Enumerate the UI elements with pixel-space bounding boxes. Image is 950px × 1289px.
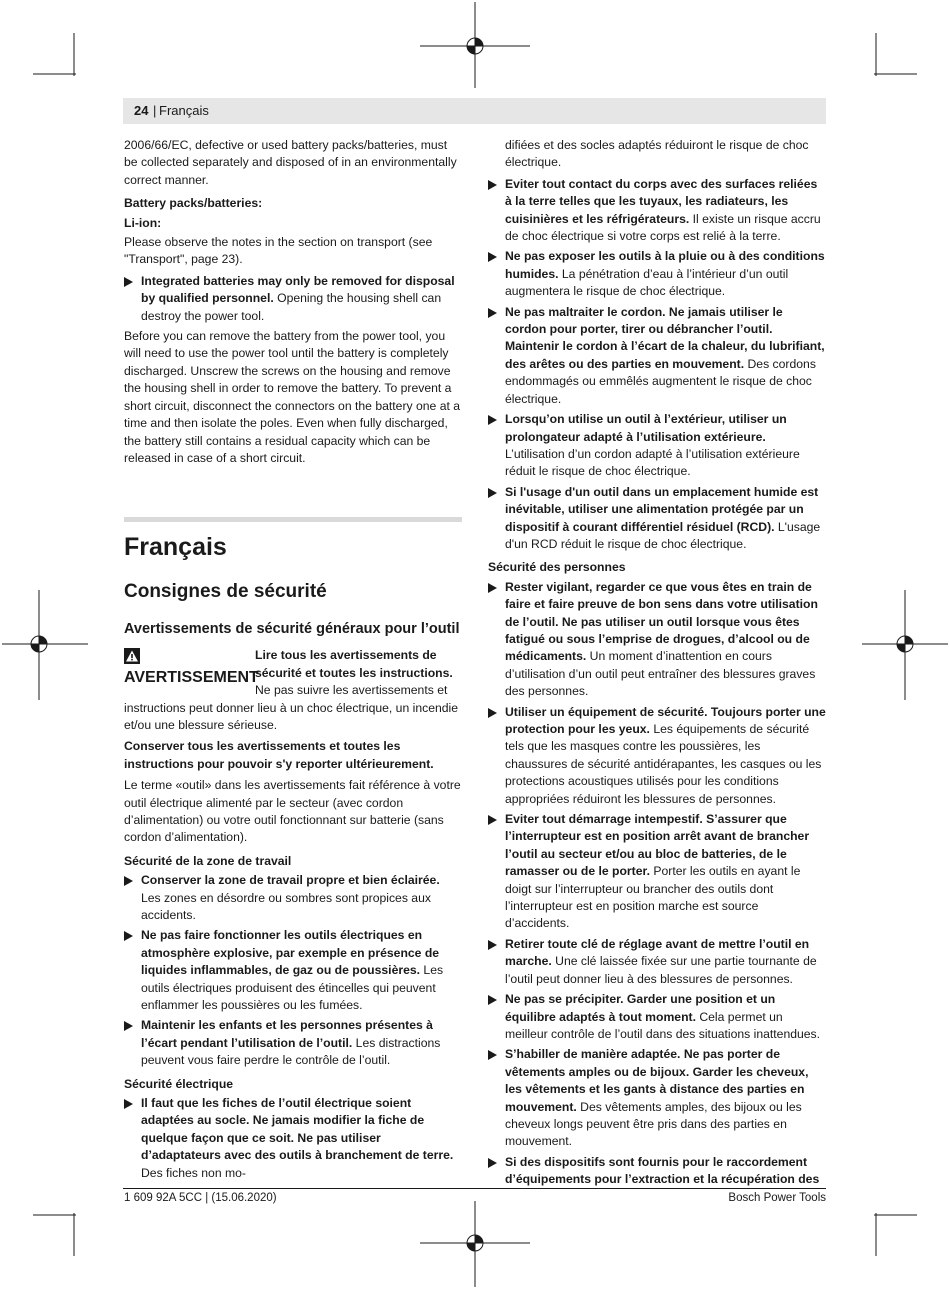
- bullet-arrow-icon: [488, 415, 497, 425]
- bullet-arrow-icon: [488, 308, 497, 318]
- list-item: Maintenir les enfants et les personnes présentes à l’écart pendant l’utilisation de l’outil. Les distractions peuvent vous faire perdre le contrôle de l’outil.: [124, 1017, 462, 1069]
- warning-bold-text: Lire tous les avertissements de sécurité et toutes les instructions.: [255, 648, 453, 680]
- left-column: [124, 137, 462, 1185]
- list-item: Eviter tout contact du corps avec des surfaces reliées à la terre telles que les tuyaux, les radiateurs, les cuisinières et les réfrigérateurs. Il existe un risque accru de choc électrique si votre corps est relié à la terre.: [488, 176, 826, 246]
- list-item: Lorsqu’on utilise un outil à l’extérieur, utiliser un prolongateur adapté à l’utilisation extérieure. L’utilisation d’un cordon adapté à l’utilisation extérieure réduit le risque de choc électrique.: [488, 411, 826, 481]
- list-item: Ne pas exposer les outils à la pluie ou à des conditions humides. La pénétration d’eau à l’intérieur d’un outil augmentera le risque de choc électrique.: [488, 248, 826, 300]
- right-column: [488, 137, 826, 1192]
- warning-text: Ne pas suivre les avertissements et instructions peut donner lieu à un choc électrique, un incendie et/ou une blessure sérieuse.: [124, 683, 459, 732]
- warning-triangle-icon: [124, 648, 140, 664]
- bullet-arrow-icon: [488, 708, 497, 718]
- page-header: [123, 98, 826, 124]
- list-item: Retirer toute clé de réglage avant de mettre l’outil en marche. Une clé laissée fixée sur une partie tournante de l’outil peut donner lieu à des blessures de personnes.: [488, 936, 826, 988]
- bullet-arrow-icon: [488, 815, 497, 825]
- list-item: Utiliser un équipement de sécurité. Toujours porter une protection pour les yeux. Les équipements de sécurité tels que les masques contre les poussières, les chaussures de sécurité antidérapantes, les casques ou les protections acoustiques utilisés pour les conditions appropriées réduiront les blessures de personnes.: [488, 704, 826, 808]
- battery-heading: Battery packs/batteries:: [124, 196, 263, 211]
- term-paragraph: Le terme «outil» dans les avertissements fait référence à votre outil électrique alimenté par le secteur (avec cordon d’alimentation) ou votre outil fonctionnant sur batterie (sans cordon d’alimentation).: [124, 778, 461, 845]
- liion-heading: Li-ion:: [124, 215, 162, 230]
- list-item: Ne pas maltraiter le cordon. Ne jamais utiliser le cordon pour porter, tirer ou débrancher l’outil. Maintenir le cordon à l’écart de la chaleur, du lubrifiant, des arêtes ou des parties en mouvement. Des cordons endommagés ou emmêlés augmentent le risque de choc électrique.: [488, 304, 826, 408]
- work-area-heading: Sécurité de la zone de travail: [124, 853, 292, 868]
- list-item: Conserver la zone de travail propre et bien éclairée. Les zones en désordre ou sombres sont propices aux accidents.: [124, 872, 462, 924]
- header-section: Français: [159, 103, 209, 118]
- bullet-arrow-icon: [124, 1099, 133, 1109]
- bullet-arrow-icon: [124, 876, 133, 886]
- bullet-integrated-batteries: Integrated batteries may only be removed for disposal by qualified personnel. Opening the housing shell can destroy the power tool.: [124, 273, 462, 325]
- list-item: S’habiller de manière adaptée. Ne pas porter de vêtements amples ou de bijoux. Garder les cheveux, les vêtements et les gants à distance des parties en mouvement. Des vêtements amples, des bijoux ou les cheveux longs peuvent être pris dans des parties en mouvement.: [488, 1046, 826, 1150]
- bullet-arrow-icon: [124, 1021, 133, 1031]
- bullet-arrow-icon: [488, 488, 497, 498]
- bullet-arrow-icon: [488, 252, 497, 262]
- bullet-arrow-icon: [488, 180, 497, 190]
- battery-removal-paragraph: Before you can remove the battery from the power tool, you will need to use the power tool until the battery is completely discharged. Unscrew the screws on the housing and remove the housing shell in order to remove the battery. To prevent a short circuit, disconnect the connectors on the battery one at a time and then isolate the poles. Even when fully discharged, the battery still contains a residual capacity which can be released in case of a short circuit.: [124, 329, 461, 465]
- electrical-heading: Sécurité électrique: [124, 1076, 234, 1091]
- footer-brand: Bosch Power Tools: [728, 1192, 826, 1204]
- list-item: Ne pas se précipiter. Garder une position et un équilibre adaptés à tout moment. Cela permet un meilleur contrôle de l’outil dans des situations inattendues.: [488, 991, 826, 1043]
- list-item: Il faut que les fiches de l’outil électrique soient adaptées au socle. Ne jamais modifier la fiche de quelque façon que ce soit. Ne pas utiliser d’adaptateurs avec des outils à branchement de terre. Des fiches non mo-: [124, 1095, 462, 1182]
- section-divider: [124, 517, 462, 522]
- list-item: Rester vigilant, regarder ce que vous êtes en train de faire et faire preuve de bon sens dans votre utilisation de l’outil. Ne pas utiliser un outil lorsque vous êtes fatigué ou sous l’emprise de drogues, d’alcool ou de médicaments. Un moment d’inattention en cours d’utilisation d’un outil peut entraîner des blessures graves des personnes.: [488, 579, 826, 701]
- bullet-arrow-icon: [124, 277, 133, 287]
- bullet-arrow-icon: [488, 1050, 497, 1060]
- safety-title: Consignes de sécurité: [124, 581, 327, 603]
- continuation-text: difiées et des socles adaptés réduiront le risque de choc électrique.: [505, 138, 809, 170]
- bullet-arrow-icon: [488, 1158, 497, 1168]
- list-item: Ne pas faire fonctionner les outils électriques en atmosphère explosive, par exemple en présence de liquides inflammables, de gaz ou de poussières. Les outils électriques produisent des étincelles qui peuvent enflammer les poussières ou les fumées.: [124, 927, 462, 1014]
- transport-note: Please observe the notes in the section on transport (see "Transport", page 23).: [124, 235, 433, 267]
- warning-label: AVERTISSEMENT: [124, 648, 248, 688]
- bullet-arrow-icon: [124, 931, 133, 941]
- language-title: Français: [124, 533, 227, 562]
- list-item: Eviter tout démarrage intempestif. S’assurer que l’interrupteur est en position arrêt avant de brancher l’outil au secteur et/ou au bloc de batteries, de le ramasser ou de le porter. Porter les outils en ayant le doigt sur l’interrupteur ou brancher des outils dont l’interrupteur est en position marche est source d’accidents.: [488, 811, 826, 933]
- bullet-arrow-icon: [488, 583, 497, 593]
- footer-doc-id: 1 609 92A 5CC | (15.06.2020): [124, 1192, 277, 1204]
- page-number: 24: [134, 103, 149, 118]
- bullet-arrow-icon: [488, 995, 497, 1005]
- bullet-arrow-icon: [488, 940, 497, 950]
- personal-safety-heading: Sécurité des personnes: [488, 560, 626, 575]
- warning-block: [124, 647, 462, 734]
- keep-instructions: Conserver tous les avertissements et toutes les instructions pour pouvoir s'y reporter ultérieurement.: [124, 739, 434, 771]
- footer-rule: [123, 1188, 826, 1189]
- intro-paragraph: 2006/66/EC, defective or used battery packs/batteries, must be collected separately and disposed of in an environmentally correct manner.: [124, 138, 457, 187]
- list-item: Si l'usage d'un outil dans un emplacement humide est inévitable, utiliser une alimentation protégée par un dispositif à courant différentiel résiduel (RCD). L'usage d'un RCD réduit le risque de choc électrique.: [488, 484, 826, 554]
- general-warnings-title: Avertissements de sécurité généraux pour l’outil: [124, 621, 460, 638]
- header-separator: |: [153, 103, 157, 118]
- list-item: Si des dispositifs sont fournis pour le raccordement d’équipements pour l’extraction et la récupération des: [488, 1154, 826, 1189]
